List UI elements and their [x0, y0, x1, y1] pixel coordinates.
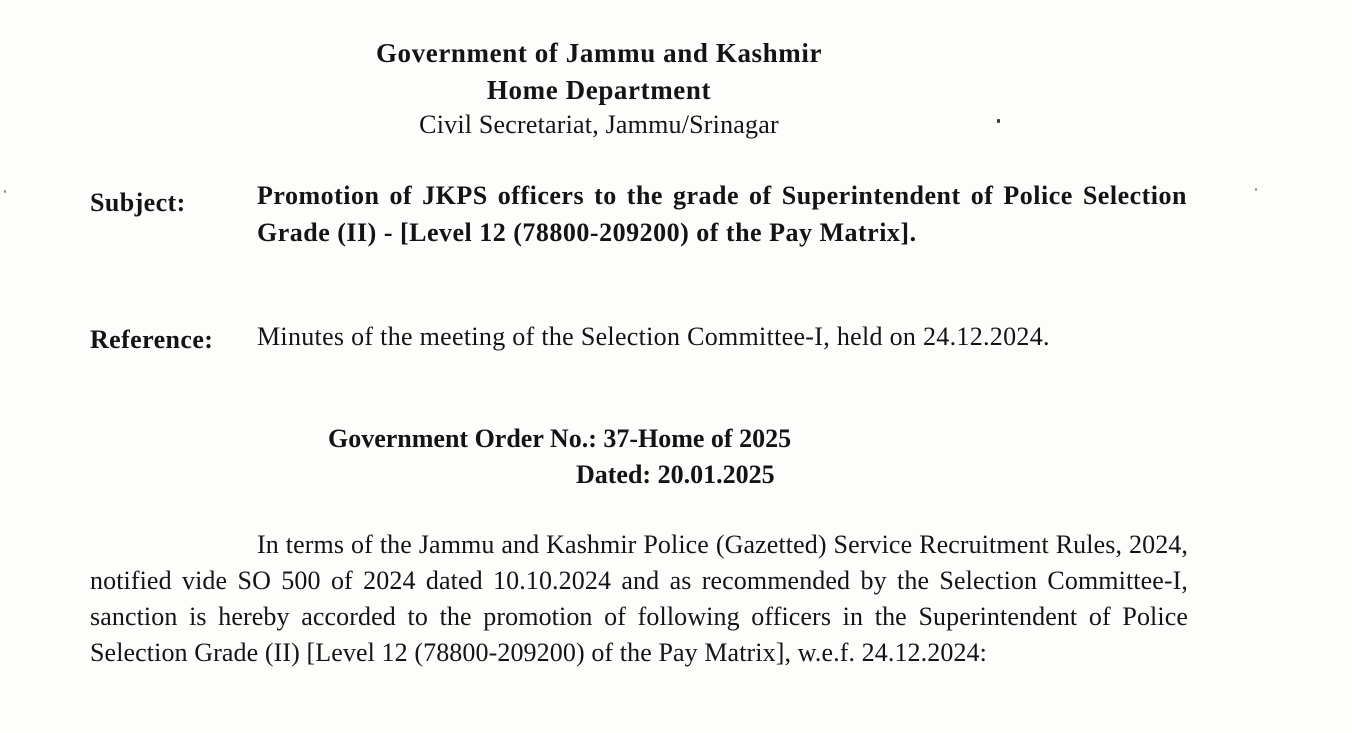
reference-label: Reference: — [90, 325, 214, 354]
body-paragraph: In terms of the Jammu and Kashmir Police (Gazetted) Service Recruitment Rules, 2024, notified vide SO 500 of 2024 dated 10.10.2024 and as recommended by the Selection Committee-I, sanction is hereby accorded to the promotion of following officers in the Superintendent of Police Selection Grade (II) [Level 12 (78800-209200) of the Pay Matrix], w.e.f. 24.12.2024: — [90, 530, 1188, 667]
order-number: Government Order No.: 37-Home of 2025 — [328, 424, 792, 453]
scan-speck — [1255, 188, 1257, 191]
reference-text: Minutes of the meeting of the Selection Committee-I, held on 24.12.2024. — [257, 322, 1050, 351]
subject-label: Subject: — [90, 188, 186, 217]
order-date: Dated: 20.01.2025 — [576, 460, 775, 489]
scan-speck — [4, 190, 6, 193]
scan-speck — [997, 119, 1000, 123]
subject-text: Promotion of JKPS officers to the grade of Superintendent of Police Selection Grade (II) - [Level 12 (78800-209200) of the Pay Matrix]. — [257, 181, 1187, 247]
header-department: Home Department — [486, 75, 712, 105]
header-address: Civil Secretariat, Jammu/Srinagar — [419, 110, 779, 139]
header-government: Government of Jammu and Kashmir — [375, 38, 823, 68]
